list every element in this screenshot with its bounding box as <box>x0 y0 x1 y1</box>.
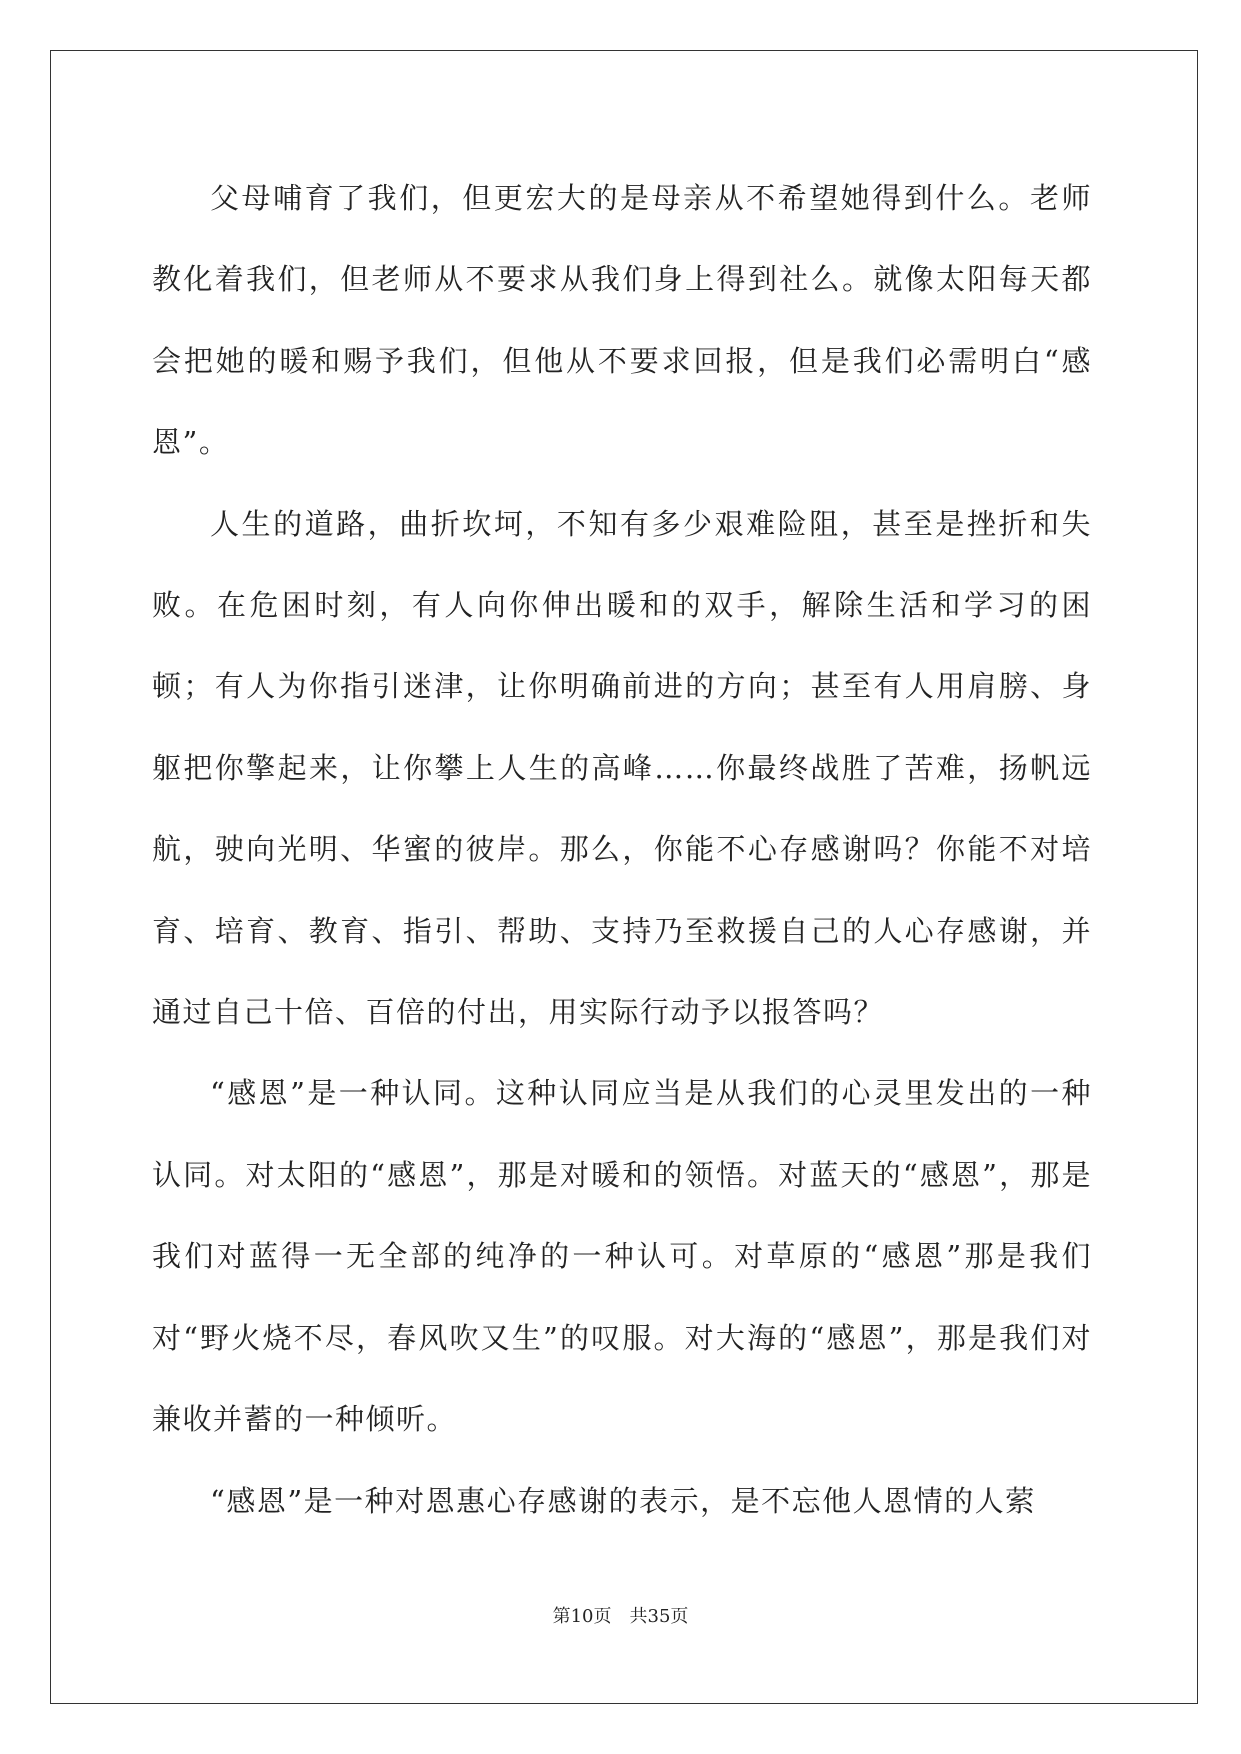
document-body <box>152 158 1092 1542</box>
paragraph-4: “感恩”是一种对恩惠心存感谢的表示，是不忘他人恩情的人萦 <box>210 1483 1036 1518</box>
paragraph-3: “感恩”是一种认同。这种认同应当是从我们的心灵里发出的一种认同。对太阳的“感恩”，那是对暖和的领悟。对蓝天的“感恩”，那是我们对蓝得一无全部的纯净的一种认可。对草原的“感恩”那是我们对“野火烧不尽，春风吹又生”的叹服。对大海的“感恩”，那是我们对兼收并蓄的一种倾听。 <box>152 1076 1092 1437</box>
page-footer: 第10页 共35页 <box>552 1606 689 1627</box>
paragraph-2: 人生的道路，曲折坎坷，不知有多少艰难险阻，甚至是挫折和失败。在危困时刻，有人向你伸出暖和的双手，解除生活和学习的困顿；有人为你指引迷津，让你明确前进的方向；甚至有人用肩膀、身躯把你擎起来，让你攀上人生的高峰……你最终战胜了苦难，扬帆远航，驶向光明、华蜜的彼岸。那么，你能不心存感谢吗？你能不对培育、培育、教育、指引、帮助、支持乃至救援自己的人心存感谢，并通过自己十倍、百倍的付出，用实际行动予以报答吗？ <box>152 506 1092 1030</box>
paragraph-1: 父母哺育了我们，但更宏大的是母亲从不希望她得到什么。老师教化着我们，但老师从不要求从我们身上得到社么。就像太阳每天都会把她的暖和赐予我们，但他从不要求回报，但是我们必需明白“感恩”。 <box>152 181 1092 460</box>
